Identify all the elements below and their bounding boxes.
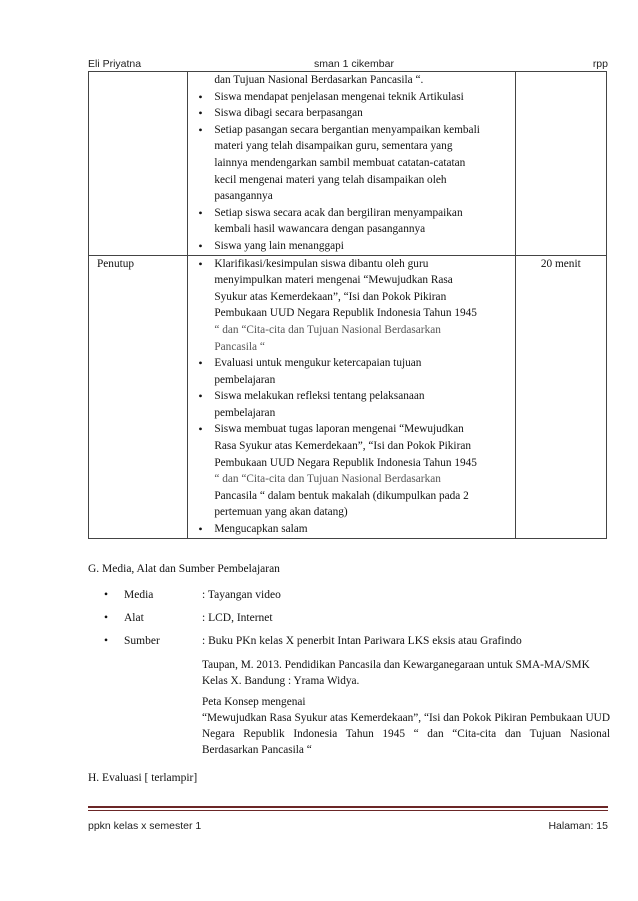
- activity-line: pasangannya: [214, 190, 273, 203]
- sumber-value: : Buku PKn kelas X penerbit Intan Pariwara LKS eksis atau Grafindo: [202, 635, 522, 647]
- activity-line: dan Tujuan Nasional Berdasarkan Pancasila “.: [214, 74, 424, 86]
- activity-line: materi yang telah disampaikan guru, sementara yang: [214, 140, 453, 153]
- activity-line: Pancasila “: [214, 340, 265, 353]
- table-cell-time: [515, 72, 606, 256]
- concept-map-text: “Mewujudkan Rasa Syukur atas Kemerdekaan”, “Isi dan Pokok Pikiran Pembukaan UUD Negara Republik Indonesia Tahun 1945 “ dan “Cita-cita dan Tujuan Nasional Berdasarkan Pancasila “: [202, 712, 610, 756]
- activity-line: • Setiap pasangan secara bergantian menyampaikan kembali: [188, 122, 506, 139]
- media-label: Media: [124, 589, 154, 601]
- activity-line: kecil mengenai materi yang telah disampaikan oleh: [214, 173, 447, 186]
- activity-line: pembelajaran: [214, 373, 276, 386]
- activity-list: [188, 256, 514, 538]
- activity-line: • Klarifikasi/kesimpulan siswa dibantu oleh guru: [188, 256, 506, 273]
- footer-page-number: Halaman: 15: [548, 820, 608, 832]
- penutup-time: 20 menit: [515, 255, 606, 538]
- activity-line: Syukur atas Kemerdekaan”, “Isi dan Pokok Pikiran: [214, 290, 447, 303]
- activity-line: pertemuan yang akan datang): [214, 506, 348, 519]
- section-h-title: H. Evaluasi [ terlampir]: [88, 772, 198, 784]
- header-doc-type: rpp: [592, 58, 608, 70]
- activity-line: pembelajaran: [214, 406, 276, 419]
- activity-line: “ dan “Cita-cita dan Tujuan Nasional Berdasarkan: [214, 473, 441, 486]
- activity-line: “ dan “Cita-cita dan Tujuan Nasional Berdasarkan: [214, 323, 441, 336]
- table-row: [89, 72, 607, 256]
- activity-line: Pembukaan UUD Negara Republik Indonesia Tahun 1945: [214, 456, 477, 469]
- footer-divider: [88, 806, 608, 808]
- activity-line: kembali hasil wawancara dengan pasangannya: [214, 223, 426, 236]
- bullet-icon: •: [104, 589, 109, 601]
- activity-list: [188, 72, 514, 255]
- activity-line: Pembukaan UUD Negara Republik Indonesia Tahun 1945: [214, 307, 477, 320]
- penutup-label: Penutup: [89, 255, 188, 538]
- activity-line: • Siswa dibagi secara berpasangan: [188, 105, 506, 122]
- activity-line: Rasa Syukur atas Kemerdekaan”, “Isi dan Pokok Pikiran: [214, 440, 471, 453]
- reference-text: Taupan, M. 2013. Pendidikan Pancasila dan Kewarganegaraan untuk SMA-MA/SMK Kelas X. Bandung : Yrama Widya.: [202, 659, 590, 687]
- table-cell-activities: [188, 255, 515, 538]
- activity-line: • Mengucapkan salam: [188, 521, 506, 538]
- concept-map-title: Peta Konsep mengenai: [202, 696, 306, 708]
- bullet-icon: •: [104, 612, 109, 624]
- bullet-icon: •: [104, 635, 109, 647]
- activity-line: • Siswa mendapat penjelasan mengenai teknik Artikulasi: [188, 89, 506, 106]
- header-author: Eli Priyatna: [88, 58, 142, 70]
- sumber-label: Sumber: [124, 635, 160, 647]
- media-value: : Tayangan video: [202, 589, 281, 601]
- activity-line: menyimpulkan materi mengenai “Mewujudkan Rasa: [214, 274, 453, 287]
- activity-line: • Siswa melakukan refleksi tentang pelaksanaan: [188, 388, 506, 405]
- alat-label: Alat: [124, 612, 144, 624]
- activity-line: • Siswa membuat tugas laporan mengenai “Mewujudkan: [188, 421, 506, 438]
- alat-value: : LCD, Internet: [202, 612, 273, 624]
- activity-line: • Evaluasi untuk mengukur ketercapaian tujuan: [188, 355, 506, 372]
- activity-line: lainnya mendengarkan sambil membuat catatan-catatan: [214, 156, 466, 169]
- table-cell-activities: [188, 72, 515, 256]
- activity-line: • Setiap siswa secara acak dan bergiliran menyampaikan: [188, 205, 506, 222]
- footer-subject: ppkn kelas x semester 1: [88, 820, 202, 832]
- activity-table: [88, 71, 607, 539]
- activity-line: Pancasila “ dalam bentuk makalah (dikumpulkan pada 2: [214, 489, 469, 502]
- footer-divider: [88, 810, 608, 811]
- table-cell-stage: [89, 72, 188, 256]
- header-school: sman 1 cikembar: [314, 58, 394, 70]
- activity-line: • Siswa yang lain menanggapi: [188, 238, 506, 255]
- section-g-title: G. Media, Alat dan Sumber Pembelajaran: [88, 563, 280, 575]
- table-row: [89, 255, 607, 538]
